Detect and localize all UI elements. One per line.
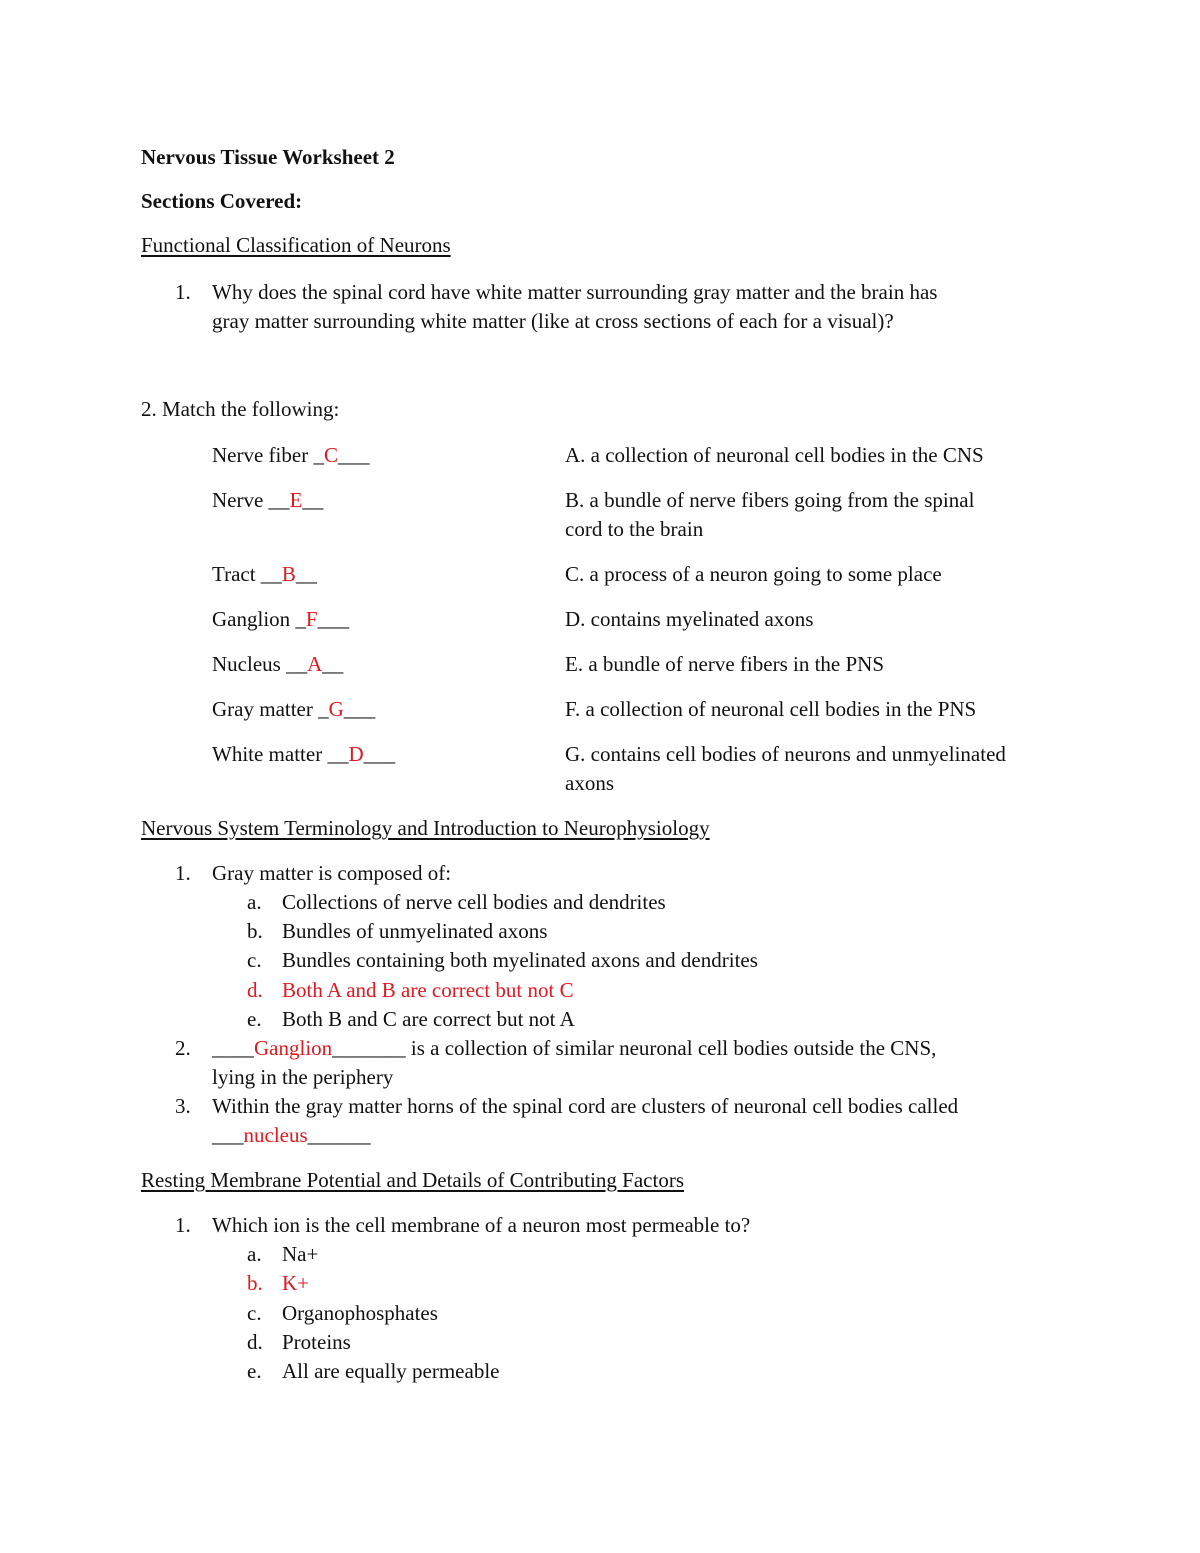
question-text: Which ion is the cell membrane of a neuron most permeable to? [212,1213,751,1237]
option-text: Both B and C are correct but not A [282,1007,575,1031]
match-answer: G [328,697,344,721]
match-definition: axons [565,771,614,795]
fill-in-answer: Ganglion [254,1036,333,1060]
match-term: Ganglion _F___ [212,607,350,631]
option-text-correct: Both A and B are correct but not C [282,978,574,1002]
fill-in-answer: nucleus [243,1123,308,1147]
fill-in-blank: ___nucleus______ [212,1123,371,1147]
match-answer: A [307,652,323,676]
sections-covered-label: Sections Covered: [141,189,303,213]
option-letter: e. [247,1007,262,1031]
option-letter: c. [247,948,262,972]
match-term: White matter __D___ [212,742,396,766]
option-text: Proteins [282,1330,351,1354]
option-letter-correct: b. [247,1271,263,1295]
section-heading-functional-classification: Functional Classification of Neurons [141,233,451,257]
match-definition: B. a bundle of nerve fibers going from the spinal [565,488,975,512]
match-answer: D [348,742,364,766]
option-text: All are equally permeable [282,1359,500,1383]
option-letter: e. [247,1359,262,1383]
match-term: Gray matter _G___ [212,697,376,721]
match-term: Nerve fiber _C___ [212,443,370,467]
match-answer: B [281,562,296,586]
match-term: Nucleus __A__ [212,652,344,676]
question-number: 3. [175,1094,191,1118]
question-text: Gray matter is composed of: [212,861,452,885]
match-term: Nerve __E__ [212,488,324,512]
match-prompt: 2. Match the following: [141,397,340,421]
match-definition: F. a collection of neuronal cell bodies in the PNS [565,697,977,721]
match-answer: E [289,488,303,512]
option-text: Na+ [282,1242,319,1266]
option-letter: b. [247,919,263,943]
question-number: 1. [175,861,191,885]
question-number: 2. [175,1036,191,1060]
match-definition: E. a bundle of nerve fibers in the PNS [565,652,885,676]
section-heading-terminology: Nervous System Terminology and Introduction to Neurophysiology [141,816,710,840]
match-definition: D. contains myelinated axons [565,607,814,631]
section-heading-resting-membrane-potential: Resting Membrane Potential and Details of Contributing Factors [141,1168,684,1192]
question-text: lying in the periphery [212,1065,394,1089]
match-answer: F [305,607,318,631]
question-text: Within the gray matter horns of the spinal cord are clusters of neuronal cell bodies called [212,1094,959,1118]
option-letter-correct: d. [247,978,263,1002]
match-definition: A. a collection of neuronal cell bodies in the CNS [565,443,984,467]
option-text: Organophosphates [282,1301,438,1325]
option-text-correct: K+ [282,1271,310,1295]
match-definition: G. contains cell bodies of neurons and unmyelinated [565,742,1006,766]
question-text: gray matter surrounding white matter (like at cross sections of each for a visual)? [212,309,894,333]
option-letter: d. [247,1330,263,1354]
option-text: Bundles containing both myelinated axons and dendrites [282,948,758,972]
match-answer: C [323,443,338,467]
option-letter: a. [247,1242,262,1266]
option-text: Bundles of unmyelinated axons [282,919,548,943]
question-text: Why does the spinal cord have white matter surrounding gray matter and the brain has [212,280,938,304]
match-definition: C. a process of a neuron going to some place [565,562,942,586]
fill-in-question: ____Ganglion_______ is a collection of similar neuronal cell bodies outside the CNS, [212,1036,937,1060]
question-number: 1. [175,1213,191,1237]
option-text: Collections of nerve cell bodies and dendrites [282,890,666,914]
page-title: Nervous Tissue Worksheet 2 [141,145,395,169]
question-number: 1. [175,280,191,304]
match-definition: cord to the brain [565,517,704,541]
option-letter: a. [247,890,262,914]
match-term: Tract __B__ [212,562,317,586]
option-letter: c. [247,1301,262,1325]
